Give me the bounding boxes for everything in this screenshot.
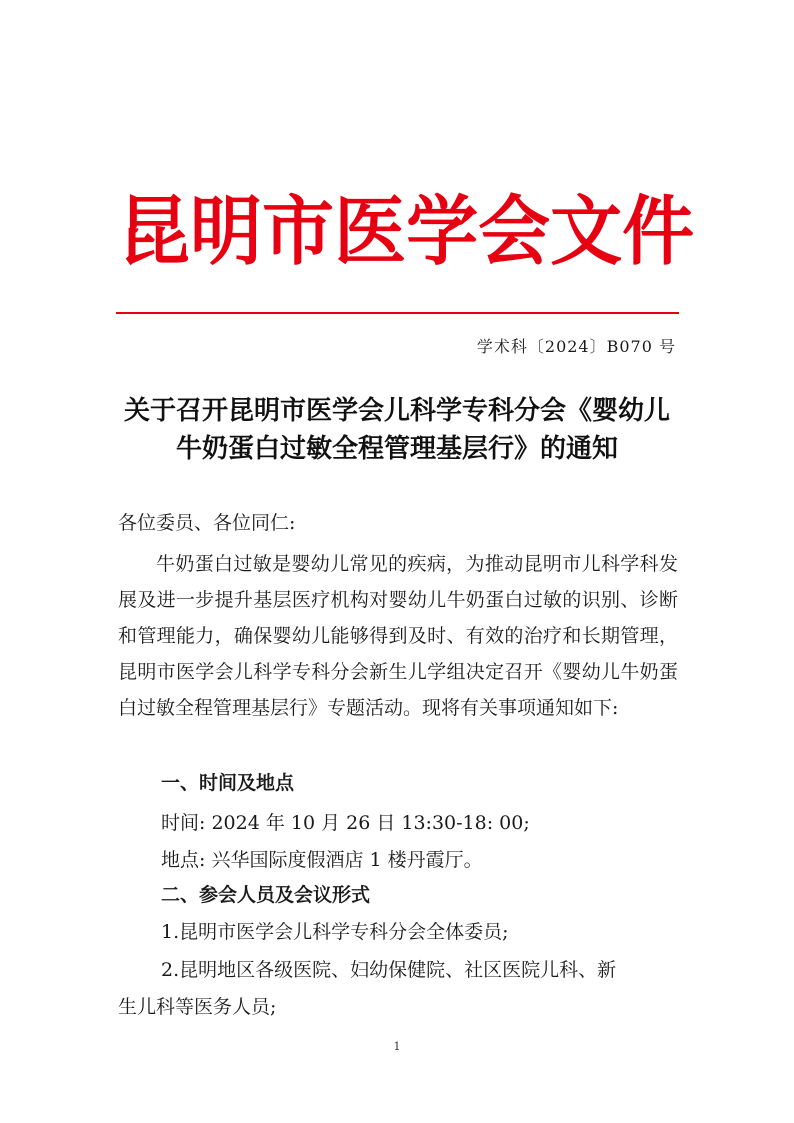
masthead-char: 会 — [478, 186, 551, 276]
masthead-char: 市 — [262, 186, 335, 276]
notice-title — [104, 392, 690, 468]
greeting: 各位委员、各位同仁: — [118, 512, 296, 534]
location-line: 地点: 兴华国际度假酒店 1 楼丹霞厅。 — [161, 849, 483, 871]
masthead-char: 件 — [622, 186, 695, 276]
masthead-char: 昆 — [118, 186, 191, 276]
section-1-heading: 一、时间及地点 — [161, 772, 295, 794]
red-divider — [116, 312, 679, 314]
section-2-heading: 二、参会人员及会议形式 — [161, 884, 371, 906]
page-number: 1 — [393, 1040, 401, 1053]
masthead-char: 文 — [550, 186, 623, 276]
attendee-item-2-line-1: 2.昆明地区各级医院、妇幼保健院、社区医院儿科、新 — [161, 959, 617, 981]
attendee-item-2-line-2: 生儿科等医务人员; — [118, 996, 277, 1018]
document-masthead — [118, 186, 695, 276]
masthead-char: 学 — [406, 186, 479, 276]
title-line-1: 关于召开昆明市医学会儿科学专科分会《婴幼儿 — [123, 396, 670, 426]
masthead-char: 医 — [334, 186, 407, 276]
document-number: 学术科〔2024〕B070 号 — [476, 337, 676, 356]
intro-paragraph: 牛奶蛋白过敏是婴幼儿常见的疾病，为推动昆明市儿科学科发展及进一步提升基层医疗机构对婴幼儿牛奶蛋白过敏的识别、诊断和管理能力，确保婴幼儿能够得到及时、有效的治疗和长期管理，昆明市医学会儿科学专科分会新生儿学组决定召开《婴幼儿牛奶蛋白过敏全程管理基层行》专题活动。现将有关事项通知如下: — [118, 553, 678, 719]
time-line: 时间: 2024 年 10 月 26 日 13:30-18: 00; — [161, 812, 530, 834]
masthead-char: 明 — [190, 186, 263, 276]
title-line-2: 牛奶蛋白过敏全程管理基层行》的通知 — [175, 434, 618, 464]
attendee-item-1: 1.昆明市医学会儿科学专科分会全体委员; — [161, 921, 509, 943]
